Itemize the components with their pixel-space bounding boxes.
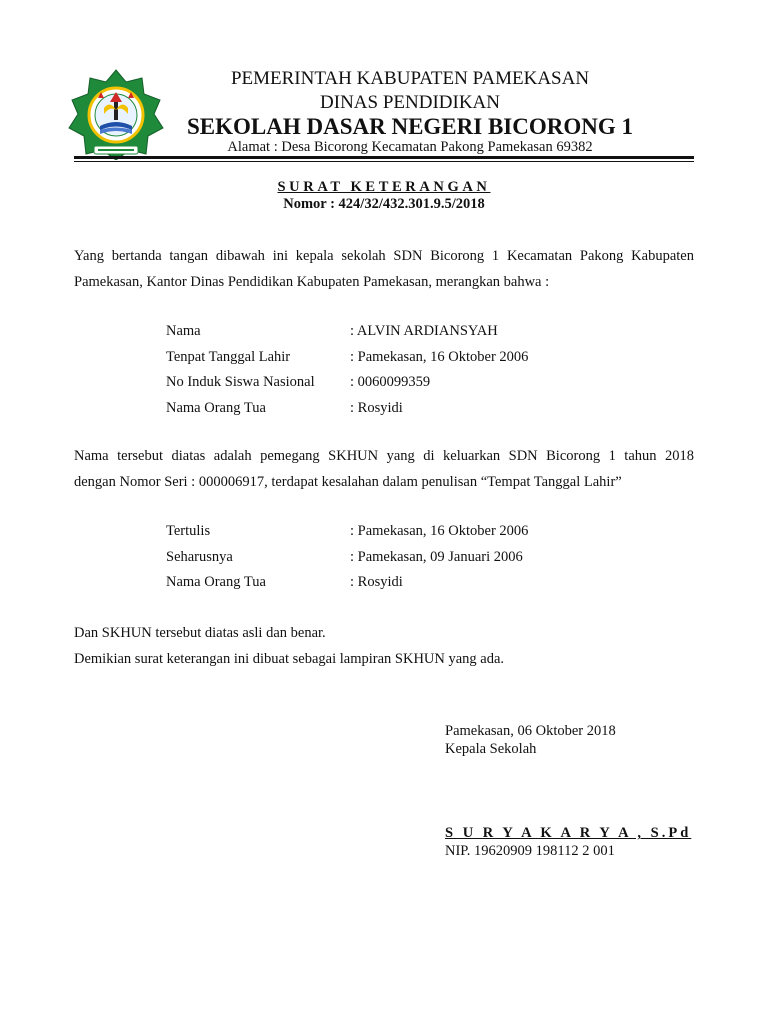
correction-label: Tertulis [166,523,211,539]
letter-title-text: SURAT KETERANGAN [277,179,491,195]
identity-value: : 0060099359 [350,374,431,390]
identity-label: Tenpat Tanggal Lahir [166,348,291,365]
correction-table [166,519,666,596]
statement-paragraph [74,443,694,495]
identity-value: : Pamekasan, 16 Oktober 2006 [350,348,529,365]
identity-value: : Rosyidi [350,399,403,416]
correction-value: : Rosyidi [350,574,403,590]
identity-row-birth [166,345,666,371]
letter-title [0,179,768,196]
identity-label: No Induk Siswa Nasional [166,374,315,390]
correction-label: Seharusnya [166,548,233,565]
identity-value: : ALVIN ARDIANSYAH [350,323,498,339]
correction-value: : Pamekasan, 09 Januari 2006 [350,548,523,565]
correction-value: : Pamekasan, 16 Oktober 2006 [350,523,529,539]
correction-row-written [166,519,666,545]
letterhead-divider-thin [74,161,694,162]
identity-row-nisn [166,370,666,396]
letterhead-divider-thick [74,156,694,159]
statement-line-2: dengan Nomor Seri : 000006917, terdapat kesalahan dalam penulisan “Tempat Tanggal Lahir” [74,474,622,490]
identity-row-name [166,319,666,345]
signature-position: Kepala Sekolah [445,741,537,757]
opening-line-1: Yang bertanda tangan dibawah ini kepala sekolah SDN Bicorong 1 Kecamatan Pakong Kabupaten [74,248,694,264]
correction-row-parent [166,570,666,596]
identity-label: Nama Orang Tua [166,399,266,416]
opening-paragraph [74,243,694,295]
correction-row-should-be [166,545,666,571]
school-address: Alamat : Desa Bicorong Kecamatan Pakong Pamekasan 69382 [227,139,593,155]
correction-label: Nama Orang Tua [166,574,266,590]
government-heading: PEMERINTAH KABUPATEN PAMEKASAN [230,68,590,89]
identity-row-parent [166,396,666,422]
statement-line-1: Nama tersebut diatas adalah pemegang SKHUN yang di keluarkan SDN Bicorong 1 tahun 2018 [74,448,694,464]
school-name: SEKOLAH DASAR NEGERI BICORONG 1 [186,114,634,139]
closing-paragraph [74,620,694,672]
department-heading: DINAS PENDIDIKAN [320,92,500,113]
student-identity-table [166,319,666,421]
closing-line-1: Dan SKHUN tersebut diatas asli dan benar. [74,625,326,641]
signatory-name: S U R Y A K A R Y A , S.Pd [445,825,692,841]
signature-place-date: Pamekasan, 06 Oktober 2018 [445,723,616,739]
opening-line-2: Pamekasan, Kantor Dinas Pendidikan Kabupaten Pamekasan, merangkan bahwa : [74,274,550,290]
signatory-nip: NIP. 19620909 198112 2 001 [445,843,615,859]
closing-line-2: Demikian surat keterangan ini dibuat sebagai lampiran SKHUN yang ada. [74,651,505,667]
identity-label: Nama [166,323,201,339]
letter-number: Nomor : 424/32/432.301.9.5/2018 [283,196,485,212]
